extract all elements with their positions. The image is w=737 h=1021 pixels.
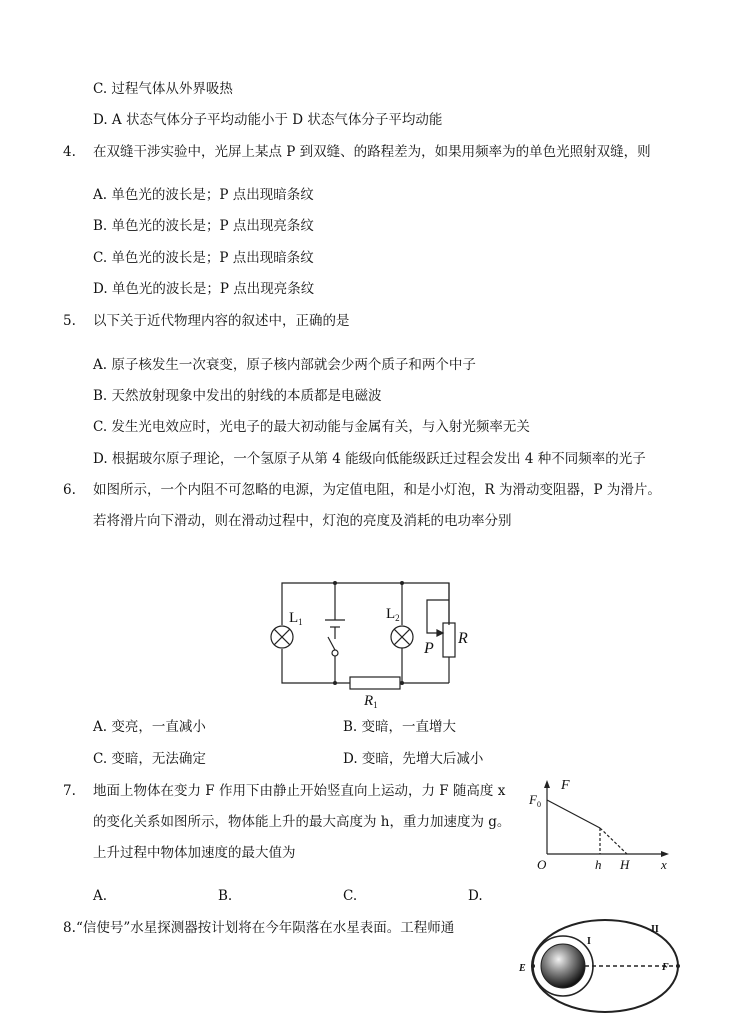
- q6-option-b: B. 变暗，一直增大: [343, 719, 457, 735]
- q4-stem: 在双缝干涉实验中，光屏上某点 P 到双缝、的路程差为，如果用频率为的单色光照射双缝，则: [93, 144, 651, 160]
- svg-text:L2: [386, 606, 400, 623]
- q5-option-c: C. 发生光电效应时，光电子的最大初动能与金属有关，与入射光频率无关: [93, 419, 530, 435]
- q3-option-c: C. 过程气体从外界吸热: [93, 81, 233, 97]
- q7-option-b: B.: [218, 888, 233, 904]
- q7-stem-line-2: 的变化关系如图所示，物体能上升的最大高度为 h，重力加速度为 g。: [93, 814, 511, 830]
- orbit-label-f: F: [662, 962, 669, 973]
- orbit-label-1: I: [587, 936, 591, 947]
- q7-option-a: A.: [93, 888, 108, 904]
- force-height-graph: [525, 772, 675, 872]
- q6-stem-line-2: 若将滑片向下滑动，则在滑动过程中，灯泡的亮度及消耗的电功率分别: [93, 513, 512, 529]
- circuit-diagram: [262, 575, 477, 710]
- q6-option-c: C. 变暗，无法确定: [93, 751, 206, 767]
- q4-number: 4.: [63, 144, 76, 160]
- q7-option-d: D.: [468, 888, 483, 904]
- q6-option-d: D. 变暗，先增大后减小: [343, 751, 484, 767]
- q4-option-c: C. 单色光的波长是；P 点出现暗条纹: [93, 250, 314, 266]
- q5-stem: 以下关于近代物理内容的叙述中，正确的是: [93, 313, 350, 329]
- q4-option-b: B. 单色光的波长是；P 点出现亮条纹: [93, 218, 314, 234]
- graph-label-H: H: [620, 857, 630, 872]
- q6-number: 6.: [63, 482, 76, 498]
- q4-option-a: A. 单色光的波长是；P 点出现暗条纹: [93, 187, 314, 203]
- q7-stem-line-1: 地面上物体在变力 F 作用下由静止开始竖直向上运动，力 F 随高度 x: [93, 783, 506, 799]
- label-l2-sub: 2: [395, 613, 400, 623]
- graph-label-f0-sub: 0: [536, 800, 541, 809]
- q7-number: 7.: [63, 783, 76, 799]
- q5-option-a: A. 原子核发生一次衰变，原子核内部就会少两个质子和两个中子: [93, 357, 476, 373]
- q7-stem-line-3: 上升过程中物体加速度的最大值为: [93, 845, 296, 861]
- q6-option-a: A. 变亮，一直减小: [93, 719, 206, 735]
- orbit-label-e: E: [519, 963, 526, 974]
- graph-label-f0: F: [529, 792, 537, 807]
- q6-stem-line-1: 如图所示，一个内阻不可忽略的电源，为定值电阻，和是小灯泡，R 为滑动变阻器，P 为滑片。: [93, 482, 661, 498]
- label-r1: R: [364, 693, 374, 709]
- q8-number: 8.: [63, 920, 76, 936]
- q5-option-b: B. 天然放射现象中发出的射线的本质都是电磁波: [93, 388, 382, 404]
- q5-option-d: D. 根据玻尔原子理论，一个氢原子从第 4 能级向低能级跃迁过程会发出 4 种不同频率的光子: [93, 451, 646, 467]
- graph-label-f: F: [561, 778, 570, 793]
- label-l1: L: [289, 610, 299, 626]
- graph-label-o: O: [537, 857, 547, 872]
- q5-number: 5.: [63, 313, 76, 329]
- label-l2: L: [386, 606, 396, 622]
- svg-text:R1: [363, 693, 378, 710]
- orbit-label-2: II: [651, 924, 659, 935]
- q3-option-d: D. A 状态气体分子平均动能小于 D 状态气体分子平均动能: [93, 112, 443, 128]
- label-p: P: [424, 640, 434, 657]
- q4-option-d: D. 单色光的波长是；P 点出现亮条纹: [93, 281, 315, 297]
- q8-stem-line-1: “信使号”水星探测器按计划将在今年陨落在水星表面。工程师通: [76, 920, 455, 936]
- graph-label-x: x: [661, 857, 667, 872]
- graph-label-h: h: [595, 857, 602, 872]
- label-r: R: [458, 630, 468, 647]
- q7-option-c: C.: [343, 888, 358, 904]
- label-r1-sub: 1: [373, 700, 378, 710]
- svg-text:F0: [528, 792, 541, 809]
- svg-text:L1: [289, 610, 303, 627]
- label-l1-sub: 1: [298, 617, 303, 627]
- orbit-diagram: [505, 918, 685, 1021]
